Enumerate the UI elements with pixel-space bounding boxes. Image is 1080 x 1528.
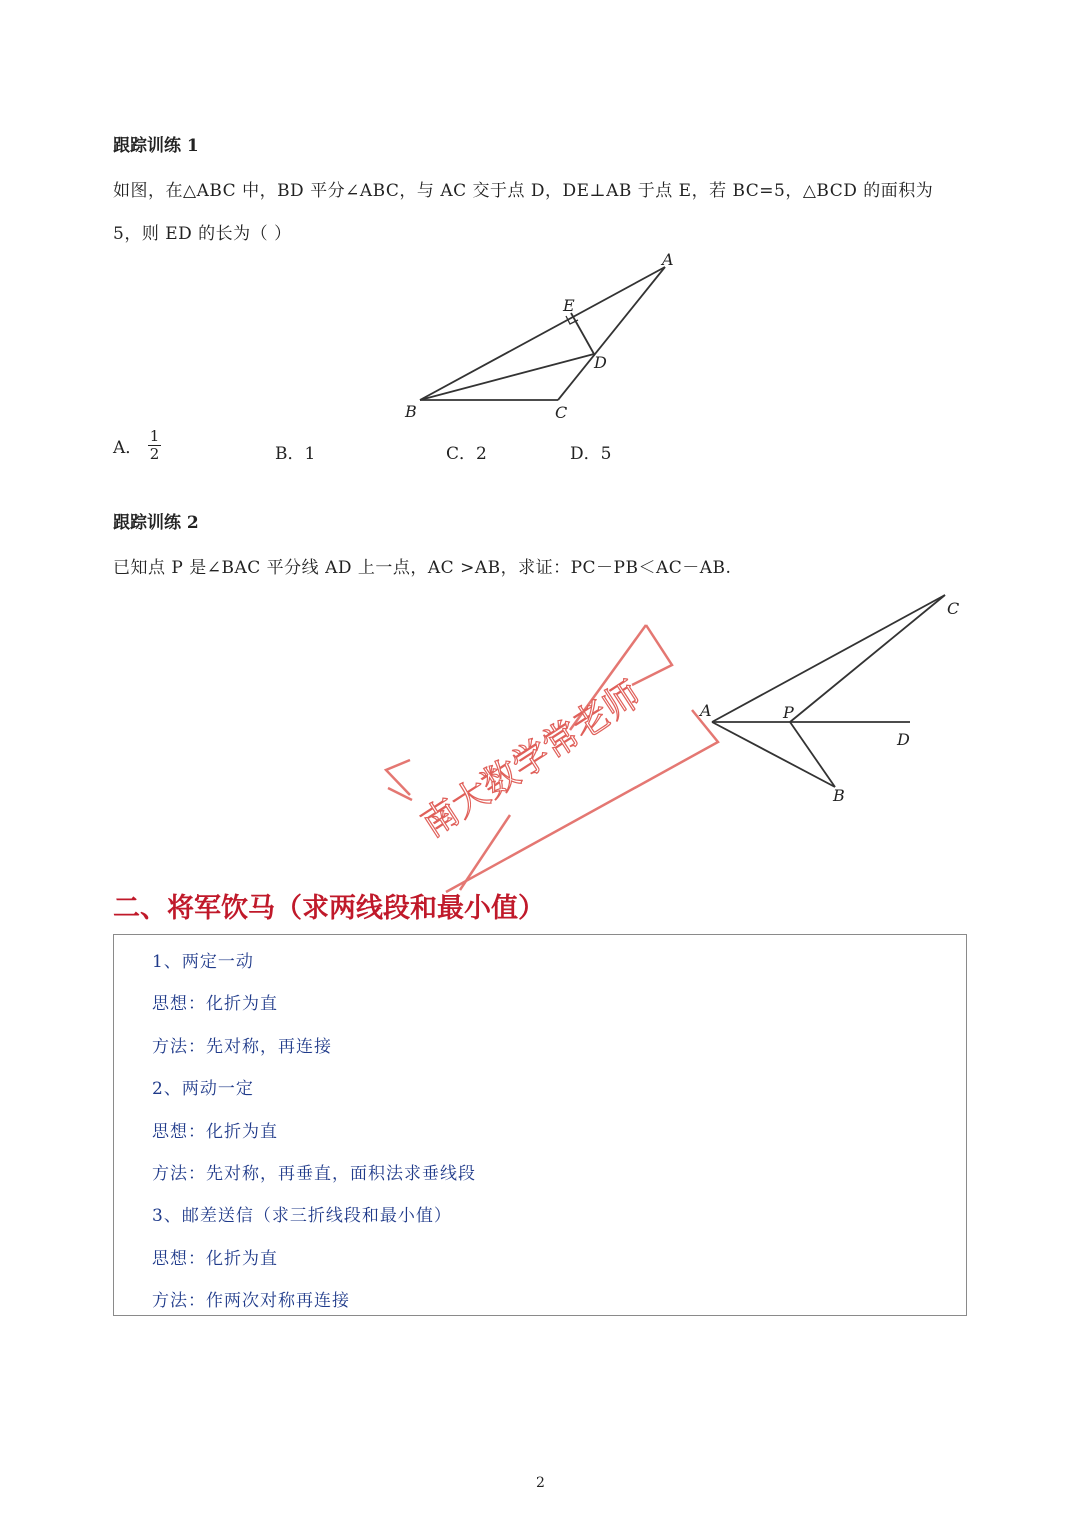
segment-pb xyxy=(790,722,835,787)
summary-item-5: 思想：化折为直 xyxy=(152,1122,278,1142)
summary-item-8: 思想：化折为直 xyxy=(152,1249,278,1269)
watermark xyxy=(370,610,730,910)
watermark-text: 南大数学常老师 xyxy=(414,673,649,846)
label-c: C xyxy=(555,403,568,422)
page-number: 2 xyxy=(536,1475,545,1491)
segment-ba xyxy=(420,267,665,400)
segment-ca xyxy=(558,267,665,400)
segment-ac xyxy=(712,595,945,722)
exercise1-question-line2: 5，则 ED 的长为（ ） xyxy=(113,224,292,244)
label-e: E xyxy=(563,296,575,315)
exercise2-heading: 跟踪训练 2 xyxy=(113,513,199,533)
label-b: B xyxy=(833,786,845,805)
segment-pc xyxy=(790,595,945,722)
option-a-fraction xyxy=(148,428,162,463)
summary-item-2: 思想：化折为直 xyxy=(152,994,278,1014)
summary-item-1: 1、两定一动 xyxy=(152,952,254,972)
label-a: A xyxy=(700,701,712,720)
label-c: C xyxy=(947,599,960,618)
fraction-denominator: 2 xyxy=(149,445,160,463)
section2-title: 二、将军饮马（求两线段和最小值） xyxy=(113,893,545,924)
label-p: P xyxy=(783,703,794,722)
label-d: D xyxy=(594,353,607,372)
exercise2-angle-figure xyxy=(690,585,980,815)
fraction-numerator: 1 xyxy=(149,427,160,445)
exercise1-heading: 跟踪训练 1 xyxy=(113,136,199,156)
label-d: D xyxy=(897,730,910,749)
exercise1-question-line1: 如图，在△ABC 中，BD 平分∠ABC，与 AC 交于点 D，DE⊥AB 于点 E，若 BC=5，△BCD 的面积为 xyxy=(113,181,934,201)
option-d: D．5 xyxy=(570,444,612,464)
option-a xyxy=(113,428,161,463)
summary-item-7: 3、邮差送信（求三折线段和最小值） xyxy=(152,1206,452,1226)
exercise1-triangle-figure xyxy=(400,245,700,425)
option-b: B．1 xyxy=(275,444,316,464)
segment-ab xyxy=(712,722,835,787)
segment-bd xyxy=(420,354,594,400)
summary-box xyxy=(113,934,967,1316)
watermark-stroke-lower xyxy=(460,815,510,890)
summary-item-9: 方法：作两次对称再连接 xyxy=(152,1291,350,1311)
summary-item-4: 2、两动一定 xyxy=(152,1079,254,1099)
exercise2-question: 已知点 P 是∠BAC 平分线 AD 上一点，AC >AB，求证：PC－PB＜AC－AB. xyxy=(113,558,732,578)
label-a: A xyxy=(662,250,674,269)
option-c: C．2 xyxy=(446,444,487,464)
option-a-label: A． xyxy=(113,438,143,458)
summary-item-6: 方法：先对称，再垂直，面积法求垂线段 xyxy=(152,1164,476,1184)
label-b: B xyxy=(405,402,417,421)
summary-item-3: 方法：先对称，再连接 xyxy=(152,1037,332,1057)
segment-de xyxy=(571,313,594,354)
